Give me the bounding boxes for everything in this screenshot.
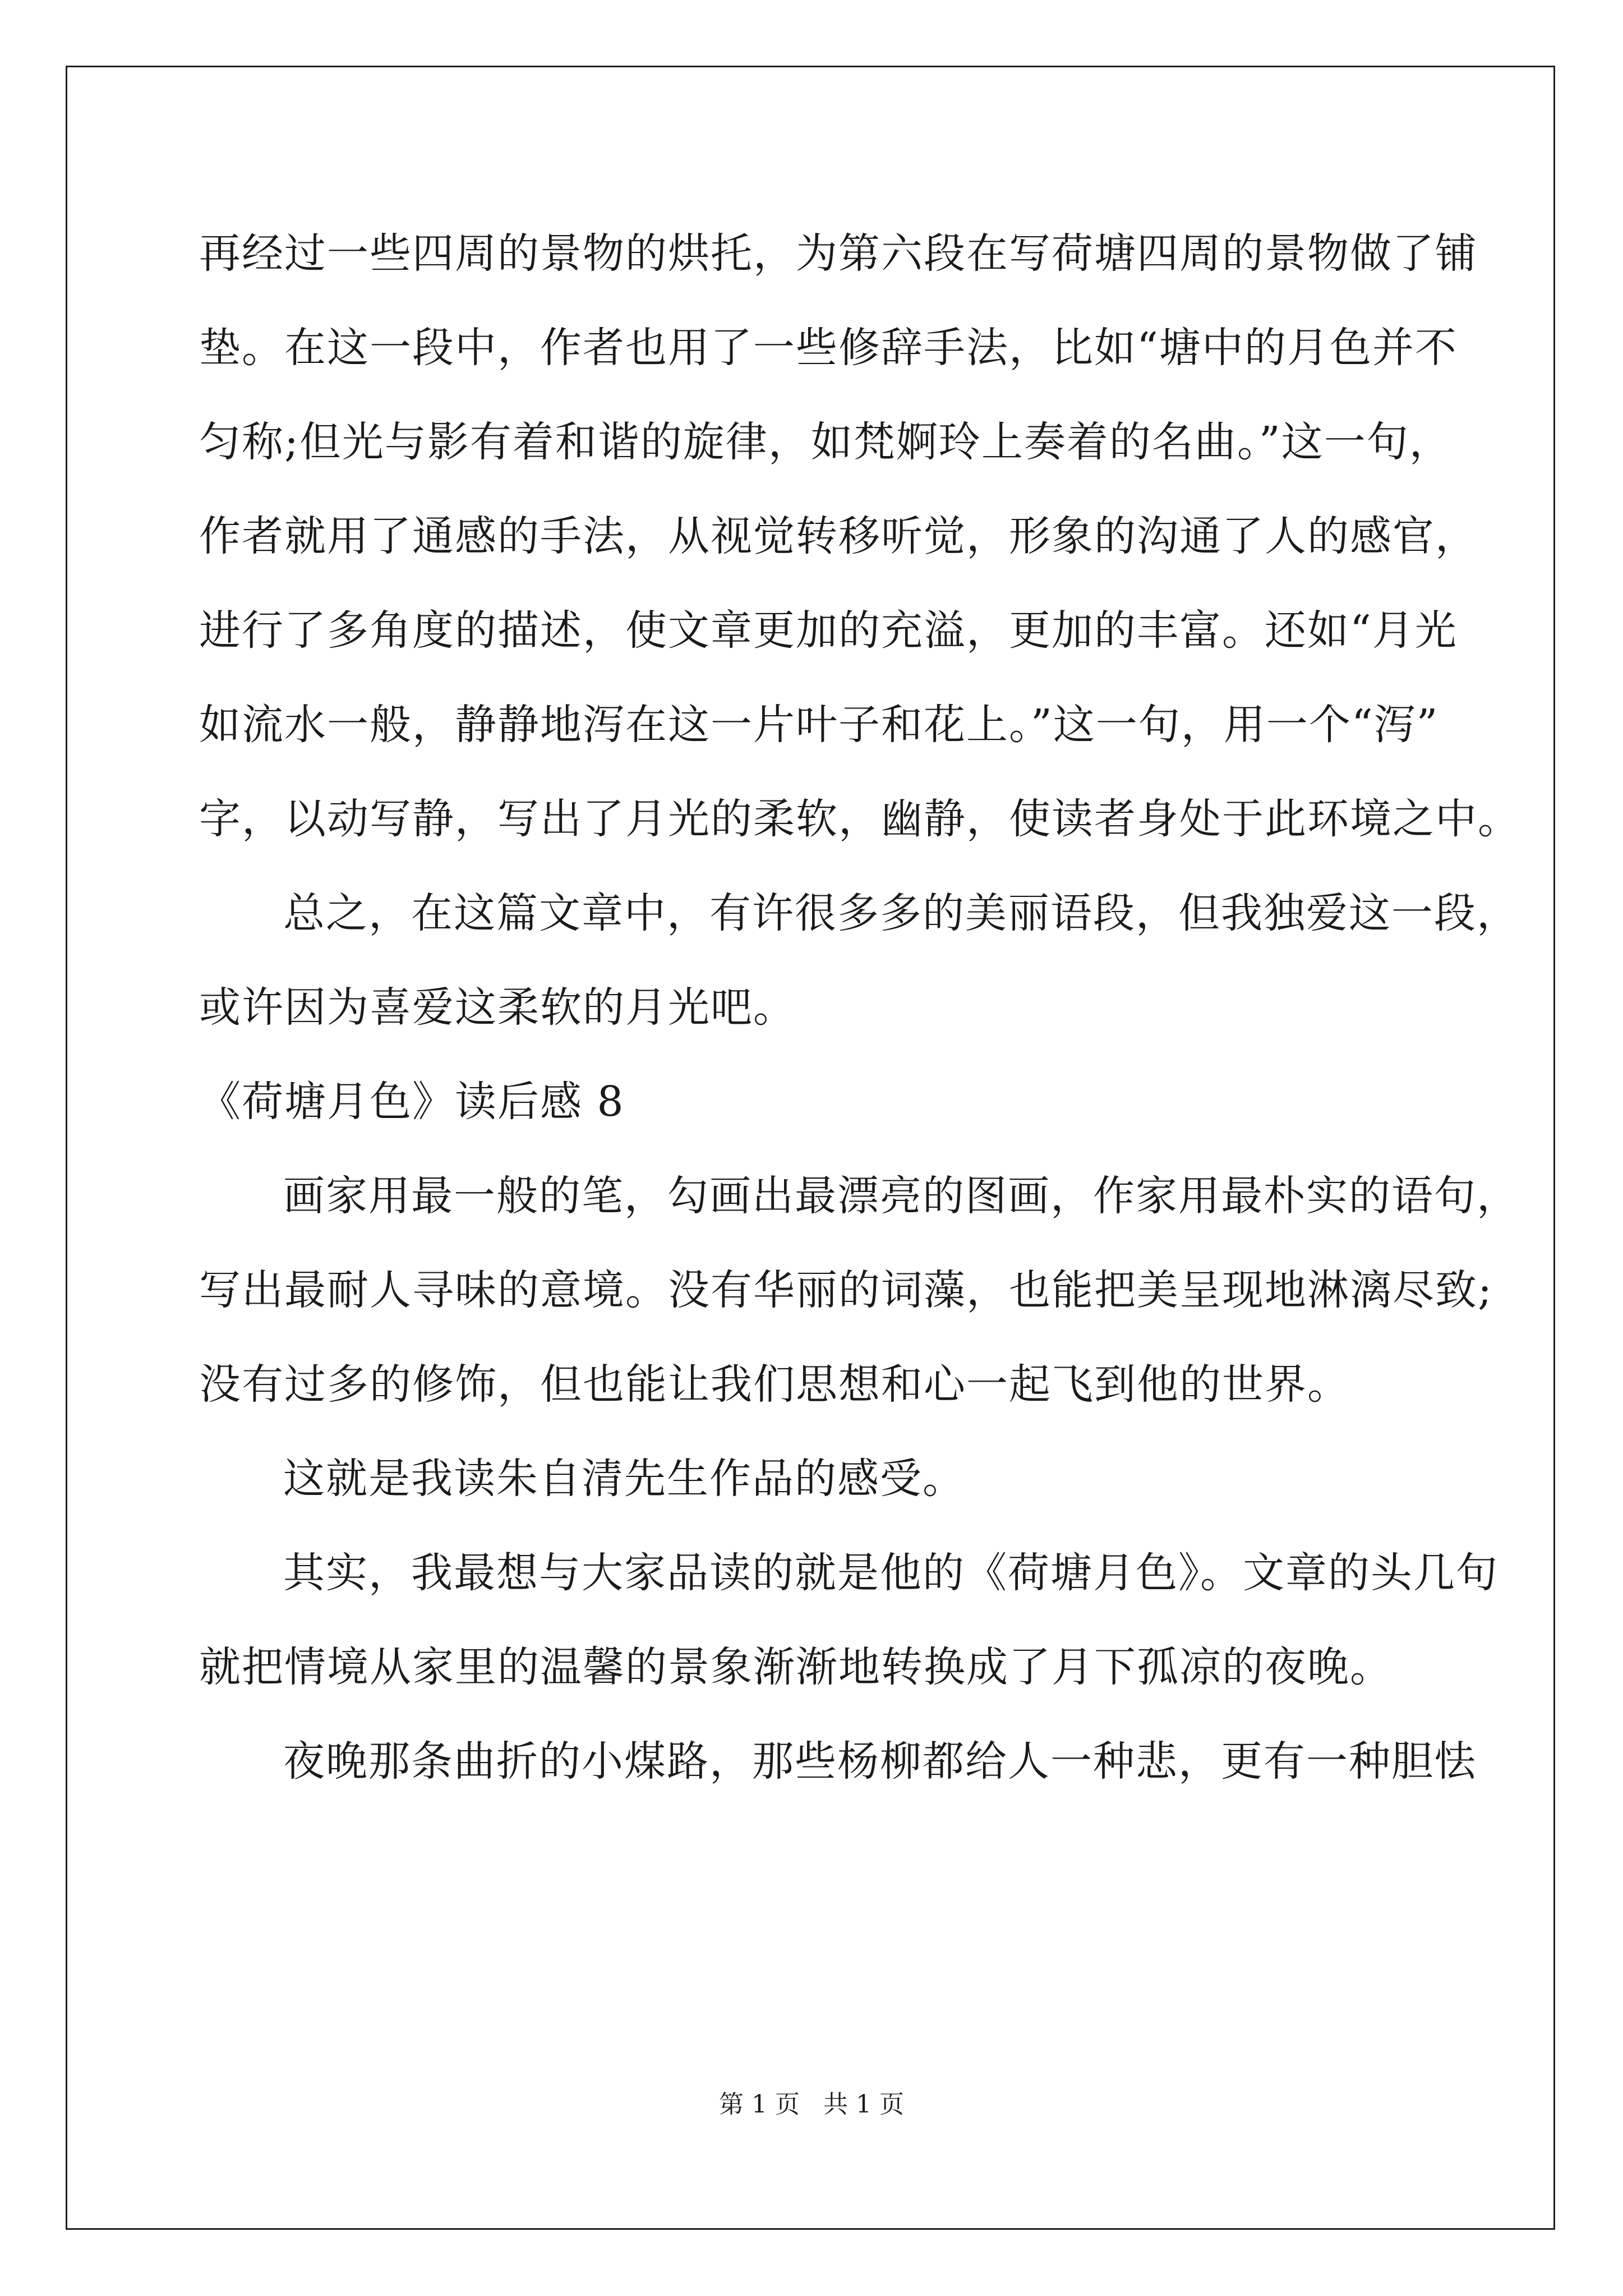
paragraph-line-14: 其实，我最想与大家品读的就是他的《荷塘月色》。文章的头几句 bbox=[283, 1549, 1498, 1597]
paragraph-line-1: 再经过一些四周的景物的烘托，为第六段在写荷塘四周的景物做了铺 bbox=[199, 229, 1478, 278]
paragraph-line-2: 垫。在这一段中，作者也用了一些修辞手法，比如“塘中的月色并不 bbox=[199, 324, 1458, 372]
paragraph-line-6: 如流水一般，静静地泻在这一片叶子和花上。”这一句，用一个“泻” bbox=[199, 701, 1439, 749]
paragraph-line-11: 写出最耐人寻味的意境。没有华丽的词藻，也能把美呈现地淋漓尽致; bbox=[199, 1266, 1493, 1314]
paragraph-line-7: 字，以动写静，写出了月光的柔软，幽静，使读者身处于此环境之中。 bbox=[199, 795, 1520, 843]
page-border bbox=[66, 66, 1555, 2230]
paragraph-line-9: 或许因为喜爱这柔软的月光吧。 bbox=[199, 983, 796, 1032]
paragraph-line-5: 进行了多角度的描述，使文章更加的充溢，更加的丰富。还如“月光 bbox=[199, 606, 1458, 655]
paragraph-line-8: 总之，在这篇文章中，有许很多多的美丽语段，但我独爱这一段， bbox=[283, 889, 1519, 937]
paragraph-line-12: 没有过多的修饰，但也能让我们思想和心一起飞到他的世界。 bbox=[199, 1360, 1350, 1409]
paragraph-line-4: 作者就用了通感的手法，从视觉转移听觉，形象的沟通了人的感官， bbox=[199, 512, 1478, 560]
paragraph-line-15: 就把情境从家里的温馨的景象渐渐地转换成了月下孤凉的夜晚。 bbox=[199, 1643, 1393, 1691]
paragraph-line-3: 匀称;但光与影有着和谐的旋律，如梵婀玲上奏着的名曲。”这一句， bbox=[199, 418, 1452, 466]
page-footer: 第 1 页 共 1 页 bbox=[719, 2090, 904, 2119]
paragraph-line-13: 这就是我读朱自清先生作品的感受。 bbox=[283, 1455, 965, 1503]
section-heading: 《荷塘月色》读后感 8 bbox=[199, 1078, 625, 1126]
paragraph-line-10: 画家用最一般的笔，勾画出最漂亮的图画，作家用最朴实的语句， bbox=[283, 1172, 1519, 1220]
paragraph-line-16: 夜晚那条曲折的小煤路，那些杨柳都给人一种悲，更有一种胆怯 bbox=[283, 1737, 1477, 1786]
